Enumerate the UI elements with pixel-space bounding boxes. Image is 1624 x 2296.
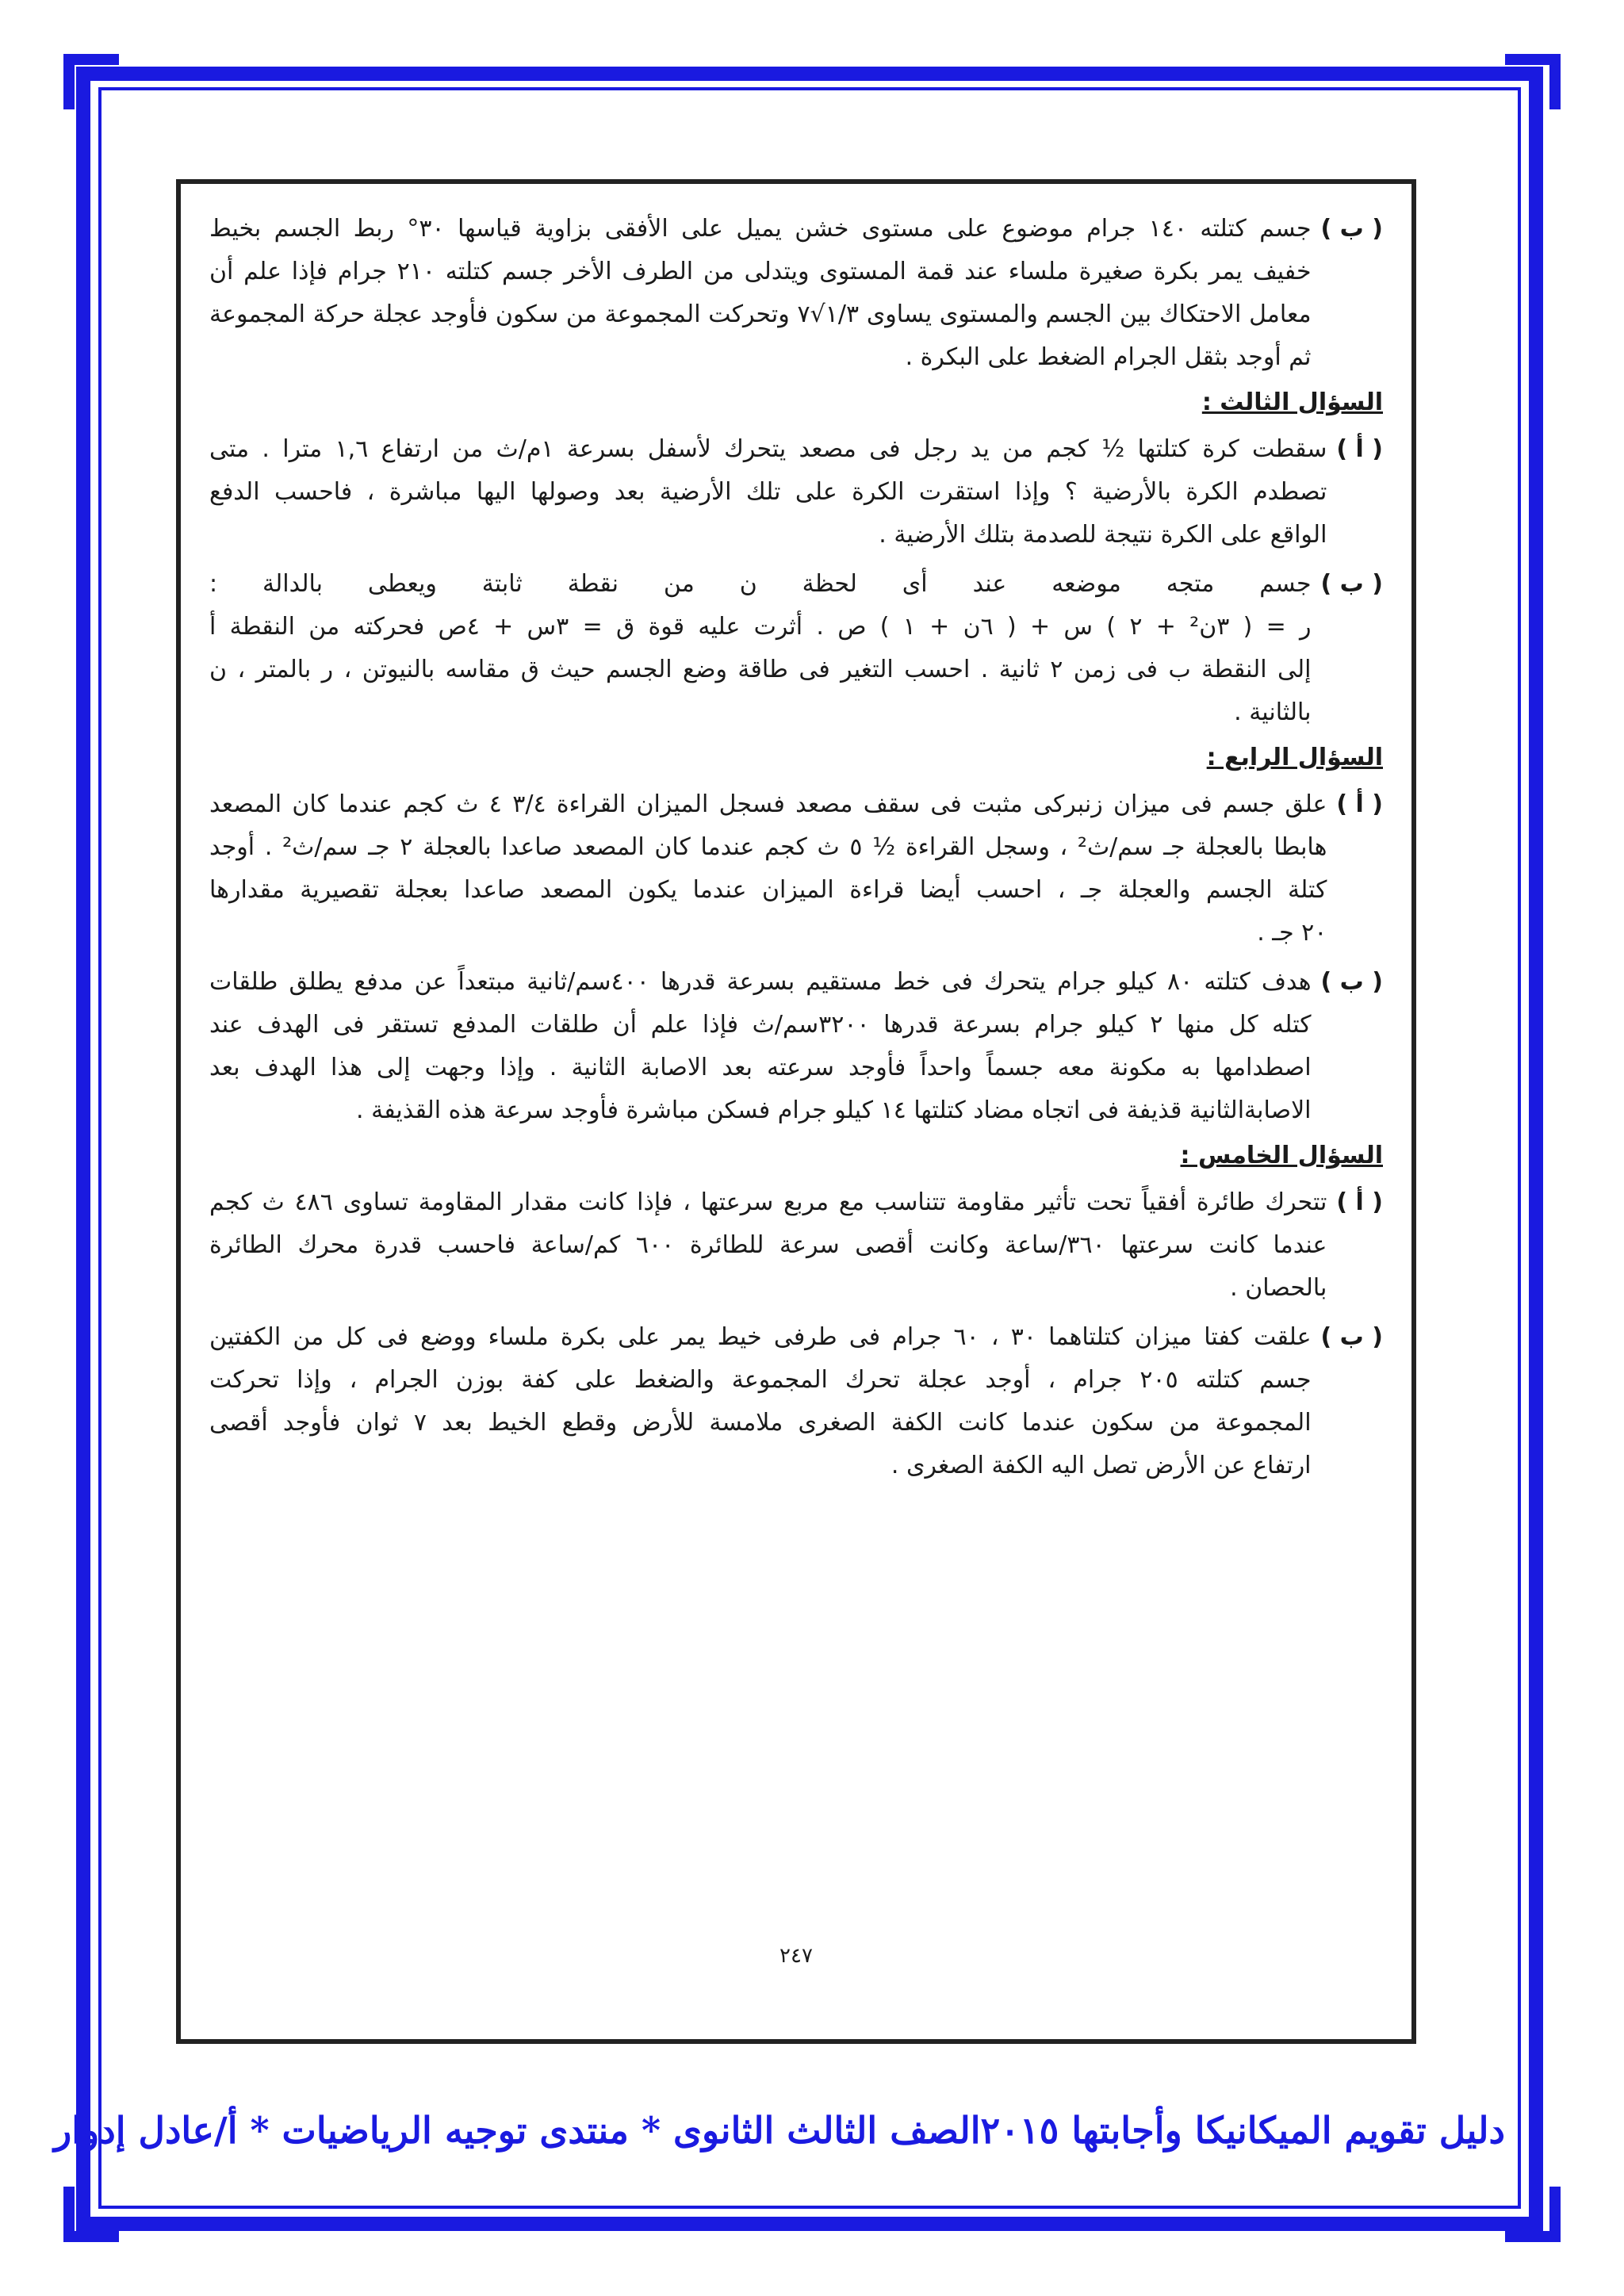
question-item <box>209 1316 1383 1487</box>
text-line: تتحرك طائرة أفقياً تحت تأثير مقاومة تتناسب مع مربع سرعتها ، فإذا كانت مقدار المقاومة تساوى ٤٨٦ ث كجم <box>209 1188 1327 1216</box>
question-heading: السؤال الرابع : <box>1206 744 1383 771</box>
question-item <box>209 428 1383 557</box>
footer-text: دليل تقويم الميكانيكا وأجابتها ٢٠١٥الصف الثالث الثانوى * منتدى توجيه الرياضيات * أ/عادل إدوار <box>54 2109 1505 2152</box>
content-box <box>176 179 1416 2044</box>
item-label: ( أ ) <box>1336 435 1383 463</box>
text-line: اصطدامها به مكونة معه جسماً واحداً فأوجد سرعته بعد الاصابة الثانية . وإذا وجهت إلى هذا الهدف بعد <box>209 1054 1312 1081</box>
item-label: ( أ ) <box>1336 1188 1383 1216</box>
text-line: الاصابةالثانية قذيفة فى اتجاه مضاد كتلتها ١٤ كيلو جرام فسكن مباشرة فأوجد سرعة هذه القذيفة . <box>356 1096 1312 1124</box>
item-text <box>209 961 1312 1132</box>
questions-content <box>209 208 1383 1487</box>
question-item <box>209 208 1383 379</box>
text-line: المجموعة من سكون عندما كانت الكفة الصغرى ملامسة للأرض وقطع الخيط بعد ٧ ثوان فأوجد أقصى <box>209 1409 1312 1437</box>
text-line: ارتفاع عن الأرض تصل اليه الكفة الصغرى . <box>891 1452 1312 1479</box>
page-number: ٢٤٧ <box>779 1944 813 1968</box>
item-text <box>209 563 1312 734</box>
text-line: بالثانية . <box>1234 698 1312 726</box>
text-line: جسم كتلته ٢٠٥ جرام ، أوجد عجلة تحرك المجموعة والضغط على كفة بوزن الجرام ، وإذا تحركت <box>209 1366 1312 1394</box>
text-line: عندما كانت سرعتها ٣٦٠/ساعة وكانت أقصى سرعة للطائرة ٦٠٠ كم/ساعة فاحسب قدرة محرك الطائرة <box>209 1231 1327 1259</box>
question-item <box>209 783 1383 955</box>
item-label: ( ب ) <box>1320 968 1383 996</box>
text-line: ٢٠ جـ . <box>1257 919 1327 947</box>
text-line: ثم أوجد بثقل الجرام الضغط على البكرة . <box>905 343 1312 371</box>
item-text <box>209 428 1327 557</box>
text-line: إلى النقطة ب فى زمن ٢ ثانية . احسب التغير فى طاقة وضع الجسم حيث ق مقاسه بالنيوتن ، ر بالمتر ، ن <box>209 656 1312 683</box>
item-label: ( أ ) <box>1336 790 1383 818</box>
text-line: علقت كفتا ميزان كتلتاهما ٣٠ ، ٦٠ جرام فى طرفى خيط يمر على بكرة ملساء ووضع فى كل من الكفتين <box>209 1323 1312 1351</box>
text-line: هابطا بالعجلة جـ سم/ث² ، وسجل القراءة ½ ٥ ث كجم عندما كان المصعد صاعدا بالعجلة ٢ جـ سم/ث² . أوجد <box>209 833 1327 861</box>
text-line: جسم كتلته ١٤٠ جرام موضوع على مستوى خشن يميل على الأفقى بزاوية قياسها ٣٠° ربط الجسم بخيط <box>209 215 1312 243</box>
question-item <box>209 961 1383 1132</box>
text-line: سقطت كرة كتلتها ½ كجم من يد رجل فى مصعد يتحرك لأسفل بسرعة ١م/ث من ارتفاع ١,٦ مترا . متى <box>209 435 1327 463</box>
item-label: ( ب ) <box>1320 215 1383 243</box>
text-line: تصطدم الكرة بالأرضية ؟ وإذا استقرت الكرة على تلك الأرضية بعد وصولها اليها مباشرة ، فاحسب الدفع <box>209 478 1327 506</box>
item-text <box>209 1316 1312 1487</box>
item-text <box>209 208 1312 379</box>
text-line: معامل الاحتكاك بين الجسم والمستوى يساوى ١/٣√٧ وتحركت المجموعة من سكون فأوجد عجلة حركة المجموعة <box>209 300 1312 328</box>
item-label: ( ب ) <box>1320 1323 1383 1351</box>
text-line: جسم متجه موضعه عند أى لحظة ن من نقطة ثابتة ويعطى بالدالة : <box>209 570 1312 598</box>
item-label: ( ب ) <box>1320 570 1383 598</box>
question-item <box>209 1181 1383 1310</box>
item-text <box>209 1181 1327 1310</box>
text-line: هدف كتلته ٨٠ كيلو جرام يتحرك فى خط مستقيم بسرعة قدرها ٤٠٠سم/ثانية مبتعداً عن مدفع يطلق طلقات <box>209 968 1312 996</box>
text-line: كتله كل منها ٢ كيلو جرام بسرعة قدرها ٣٢٠٠سم/ث فإذا علم أن طلقات المدفع تستقر فى الهدف عند <box>209 1011 1312 1039</box>
text-line: ر = ( ٣ن² + ٢ ) س + ( ٦ن + ١ ) ص . أثرت عليه قوة ق = ٣س + ٤ص فحركته من النقطة أ <box>209 613 1312 641</box>
question-item <box>209 563 1383 734</box>
item-text <box>209 783 1327 955</box>
text-line: الواقع على الكرة نتيجة للصدمة بتلك الأرضية . <box>879 521 1327 549</box>
text-line: بالحصان . <box>1230 1274 1327 1302</box>
question-heading: السؤال الخامس : <box>1180 1142 1383 1169</box>
text-line: علق جسم فى ميزان زنبركى مثبت فى سقف مصعد فسجل الميزان القراءة ٣/٤ ٤ ث كجم عندما كان المصعد <box>209 790 1327 818</box>
text-line: خفيف يمر بكرة صغيرة ملساء عند قمة المستوى ويتدلى من الطرف الأخر جسم كتلته ٢١٠ جرام فإذا علم أن <box>209 258 1312 285</box>
question-heading: السؤال الثالث : <box>1201 388 1383 416</box>
text-line: كتلة الجسم والعجلة جـ ، احسب أيضا قراءة الميزان عندما يكون المصعد صاعدا بعجلة تقصيرية مقدارها <box>209 876 1327 904</box>
